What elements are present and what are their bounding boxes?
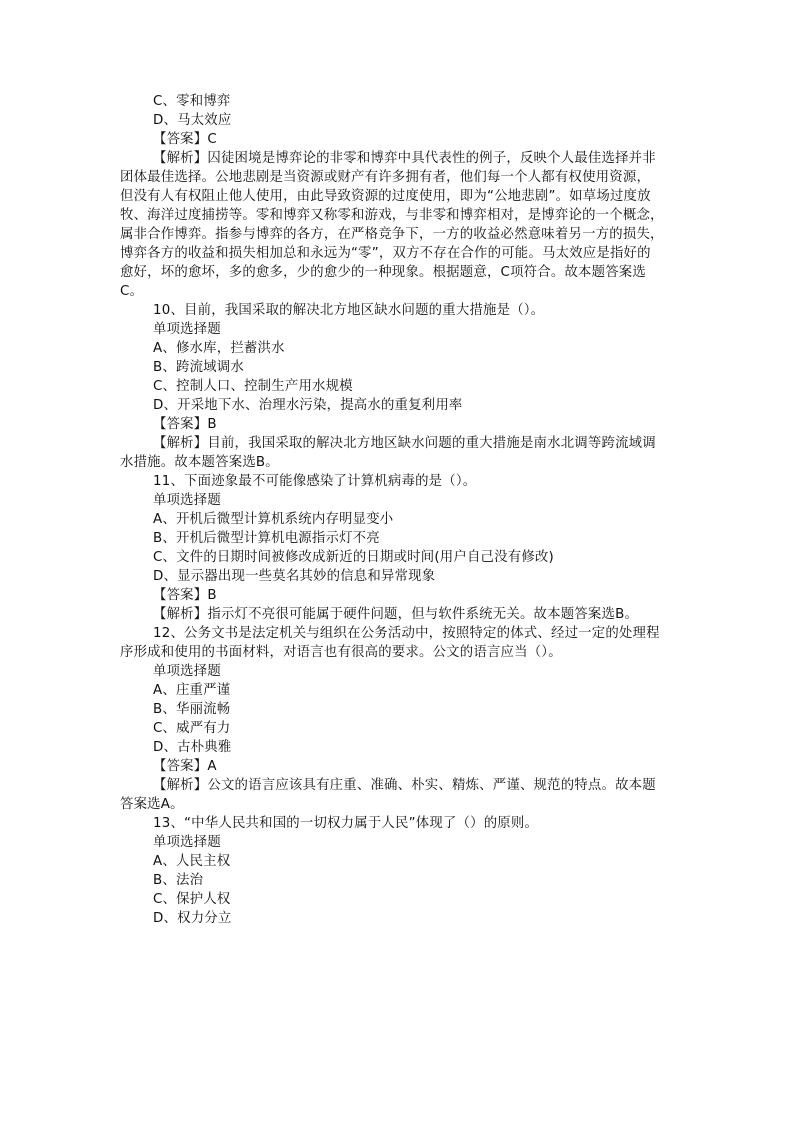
q12-option-d: D、古朴典雅 bbox=[153, 740, 232, 755]
q12-question-line: 序形成和使用的书面材料，对语言也有很高的要求。公文的语言应当（）。 bbox=[120, 645, 562, 660]
q12-question-line: 12、公务文书是法定机关与组织在公务活动中，按照特定的体式、经过一定的处理程 bbox=[153, 626, 660, 641]
q12-answer: 【答案】A bbox=[153, 759, 217, 774]
q11-analysis-line: 【解析】指示灯不亮很可能属于硬件问题，但与软件系统无关。故本题答案选B。 bbox=[153, 607, 639, 622]
q12-option-b: B、华丽流畅 bbox=[153, 702, 231, 717]
q13-option-d: D、权力分立 bbox=[153, 911, 232, 926]
q12-analysis-line: 【解析】公文的语言应该具有庄重、准确、朴实、精炼、严谨、规范的特点。故本题 bbox=[153, 778, 656, 793]
document-body bbox=[120, 92, 678, 928]
q9-analysis-line: 团体最佳选择。公地悲剧是当资源或财产有许多拥有者，他们每一个人都有权使用资源， bbox=[120, 170, 651, 185]
q11-question: 11、下面迹象最不可能像感染了计算机病毒的是（）。 bbox=[153, 474, 477, 489]
q9-analysis-line: 博弈各方的收益和损失相加总和永远为“零”，双方不存在合作的可能。马太效应是指好的 bbox=[120, 246, 651, 261]
q10-option-d: D、开采地下水、治理水污染，提高水的重复利用率 bbox=[153, 398, 463, 413]
q10-option-a: A、修水库，拦蓄洪水 bbox=[153, 341, 285, 356]
q9-option-d: D、马太效应 bbox=[153, 113, 232, 128]
q13-question: 13、“中华人民共和国的一切权力属于人民”体现了（）的原则。 bbox=[153, 816, 539, 831]
q10-question: 10、目前，我国采取的解决北方地区缺水问题的重大措施是（）。 bbox=[153, 303, 545, 318]
q11-answer: 【答案】B bbox=[153, 588, 217, 603]
q12-option-c: C、威严有力 bbox=[153, 721, 231, 736]
q13-option-c: C、保护人权 bbox=[153, 892, 231, 907]
q13-type: 单项选择题 bbox=[153, 835, 221, 850]
q13-option-a: A、人民主权 bbox=[153, 854, 231, 869]
q10-type: 单项选择题 bbox=[153, 322, 221, 337]
q9-option-c: C、零和博弈 bbox=[153, 94, 231, 109]
q11-type: 单项选择题 bbox=[153, 493, 221, 508]
q11-option-b: B、开机后微型计算机电源指示灯不亮 bbox=[153, 531, 380, 546]
q9-answer: 【答案】C bbox=[153, 132, 217, 147]
q9-analysis-line: 牧、海洋过度捕捞等。零和博弈又称零和游戏，与非零和博弈相对，是博弈论的一个概念， bbox=[120, 208, 664, 223]
q10-option-b: B、跨流域调水 bbox=[153, 360, 244, 375]
q11-option-a: A、开机后微型计算机系统内存明显变小 bbox=[153, 512, 394, 527]
q11-option-d: D、显示器出现一些莫名其妙的信息和异常现象 bbox=[153, 569, 436, 584]
q10-analysis-line: 【解析】目前，我国采取的解决北方地区缺水问题的重大措施是南水北调等跨流域调 bbox=[153, 436, 656, 451]
q9-analysis-line: C。 bbox=[120, 284, 144, 299]
q12-analysis-line: 答案选A。 bbox=[120, 797, 184, 812]
q9-analysis-line: 属非合作博弈。指参与博弈的各方，在严格竞争下，一方的收益必然意味着另一方的损失， bbox=[120, 227, 664, 242]
q11-option-c: C、文件的日期时间被修改成新近的日期或时间(用户自己没有修改) bbox=[153, 550, 554, 565]
q10-option-c: C、控制人口、控制生产用水规模 bbox=[153, 379, 353, 394]
q12-type: 单项选择题 bbox=[153, 664, 221, 679]
q13-option-b: B、法治 bbox=[153, 873, 204, 888]
q9-analysis-line: 【解析】囚徒困境是博弈论的非零和博弈中具代表性的例子，反映个人最佳选择并非 bbox=[153, 151, 656, 166]
q10-answer: 【答案】B bbox=[153, 417, 217, 432]
q12-option-a: A、庄重严谨 bbox=[153, 683, 231, 698]
q10-analysis-line: 水措施。故本题答案选B。 bbox=[120, 455, 279, 470]
q9-analysis-line: 愈好，坏的愈坏，多的愈多，少的愈少的一种现象。根据题意，C项符合。故本题答案选 bbox=[120, 265, 646, 280]
q9-analysis-line: 但没有人有权阻止他人使用，由此导致资源的过度使用，即为“公地悲剧”。如草场过度放 bbox=[120, 189, 651, 204]
